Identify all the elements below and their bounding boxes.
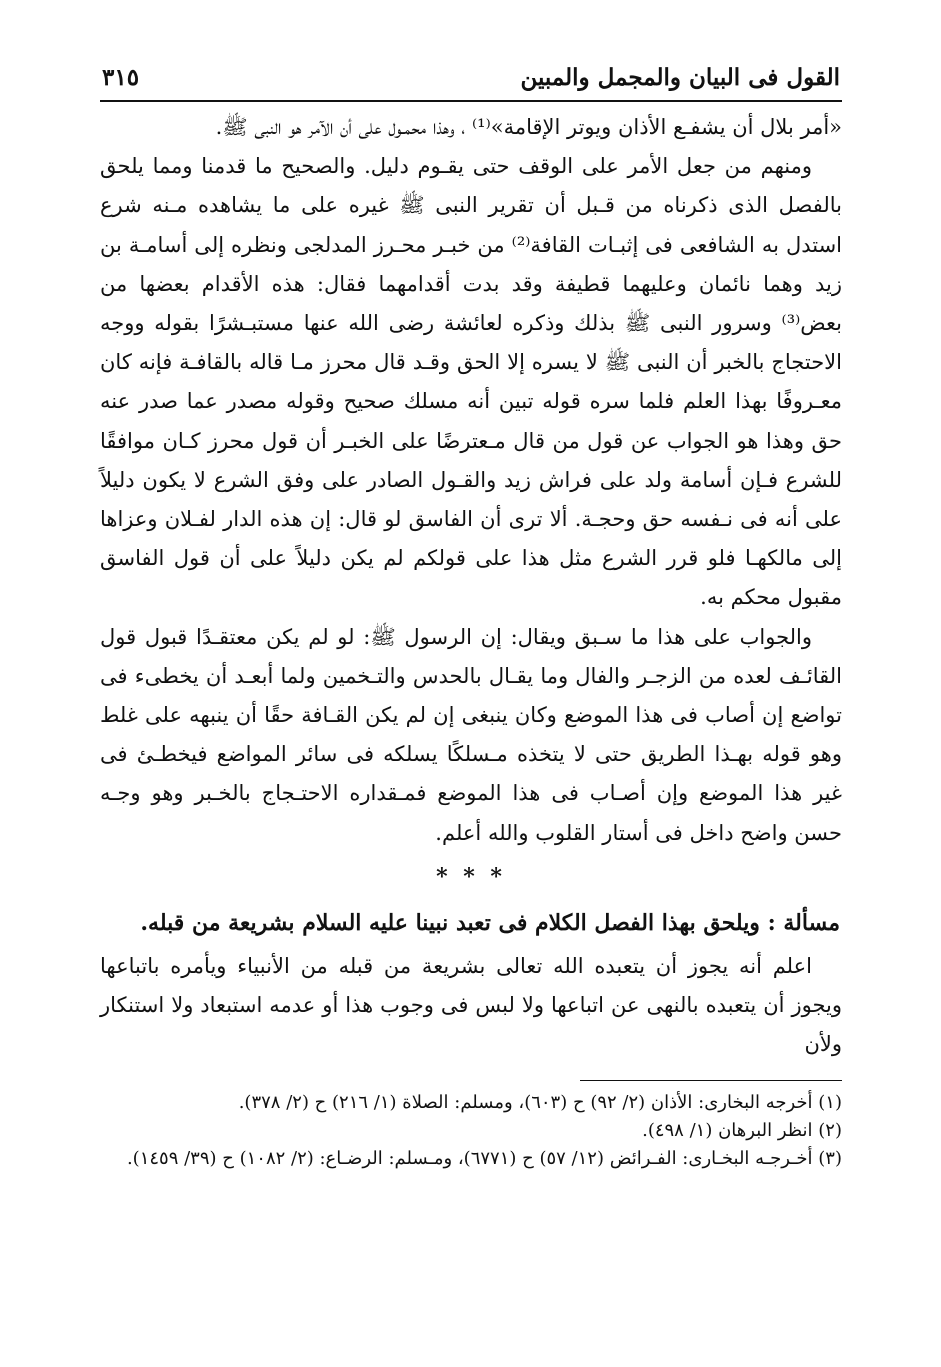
issue-paragraph: اعلم أنه يجوز أن يتعبده الله تعالى بشريعة من قبله من الأنبياء ويأمره باتباعها ويجوز أن يتعبده بالنهى عن اتباعها ولا لبس فى وجوب هذا أو عدمه استبعاد ولا استنكار ولأن [100,953,842,1057]
header-divider [100,100,842,102]
document-page [100,60,842,1173]
paragraph-body: ومنهم من جعل الأمر على الوقف حتى يقـوم دليل. والصحيح ما قدمنا ومما يلحق بالفصل الذى ذكرناه من قـبل أن تقرير النبى ﷺ غيره على ما يشاهده مـنه شرع استدل به الشافعى فى إثبـات القافة⁽²⁾ من خبـر محـرز المدلجى ونظره إلى أسامـة بن زيد وهما نائمان وعليهما قطيفة وقد بدت أقدامهما فقال: هذه الأقدام بعضها من بعض⁽³⁾ وسرور النبى ﷺ بذلك وذكره لعائشة رضى الله عنها مستبـشرًا بقوله ووجه الاحتجاج بالخبر أن النبى ﷺ لا يسره إلا الحق وقـد قال محرز مـا قاله بالقافـة فإنه كان معـروفًا بهذا العلم فلما سره قوله تبين أنه مسلك صحيح وقوله مصدر عما صدر عنه حق وهذا هو الجواب عن قول من قال مـعترضًا على الخبـر أن قول محرز كـان موافقًا للشرع فـإن أسامة ولد على فراش زيد والقـول الصادر على وفق الشرع لا يكون دليلاً على أنه فى نـفسه حق وحجـة. ألا ترى أن الفاسق لو قال: إن هذه الدار لفـلان وعزاها إلى مالكهـا فلو قرر الشرع مثل هذا على قولكم لم يكن دليلاً على أن قول الفاسق مقبول محكم به. [100,154,843,610]
running-header [100,60,842,100]
footnote-2: (٢) انظر البرهان (١/ ٤٩٨). [642,1120,842,1142]
footnote-1: (١) أخرجه البخارى: الأذان (٢/ ٩٢) ح (٦٠٣)، ومسلم: الصلاة (١/ ٢١٦) ح (٢/ ٣٧٨). [238,1092,842,1114]
running-title: القول فى البيان والمجمل والمبين [520,64,840,91]
footnote-3: (٣) أخـرجـه البخـارى: الفـرائض (١٢/ ٥٧) ح (٦٧٧١)، ومـسلم: الرضـاع: (٢/ ١٠٨٢) ح (٣٩/ ١٤٥٩). [126,1148,842,1170]
page-number: ٣١٥ [102,64,140,91]
issue-heading: مسألة : ويلحق بهذا الفصل الكلام فى تعبد نبينا عليه السلام بشريعة من قبله. [140,909,840,936]
section-separator: * * * [436,863,506,890]
footnote-divider [580,1080,842,1081]
paragraph-answer: والجواب على هذا ما سـبق ويقال: إن الرسول ﷺ: لو لم يكن معتقـدًا قبول قول القائـف لعده من الزجـر والفال وما يقـال بالحدس والتـخمين ولما أبعـد أن يخطىء فى تواضع إن أصاب فى هذا الموضع وكان ينبغى إن لم يكن القـافة حقًا أن ينبهه على غلط وهو قوله بهـذا الطريق حتى لا يتخذه مـسلكًا يسلكه فى سائر المواضع فيخطـئ فى غير هذا الموضع وإن أصـاب فى هذا الموضع فمـقداره الاحتـجاج بالخـبر وهو وجـه حسن واضح داخل فى أستار القلوب والله أعلم. [100,624,842,845]
paragraph-continued: «أمر بلال أن يشفـع الأذان ويوتر الإقامة»⁽¹⁾ ، وهذا محمـول على أن الآمر هو النبى ﷺ. [215,115,842,139]
